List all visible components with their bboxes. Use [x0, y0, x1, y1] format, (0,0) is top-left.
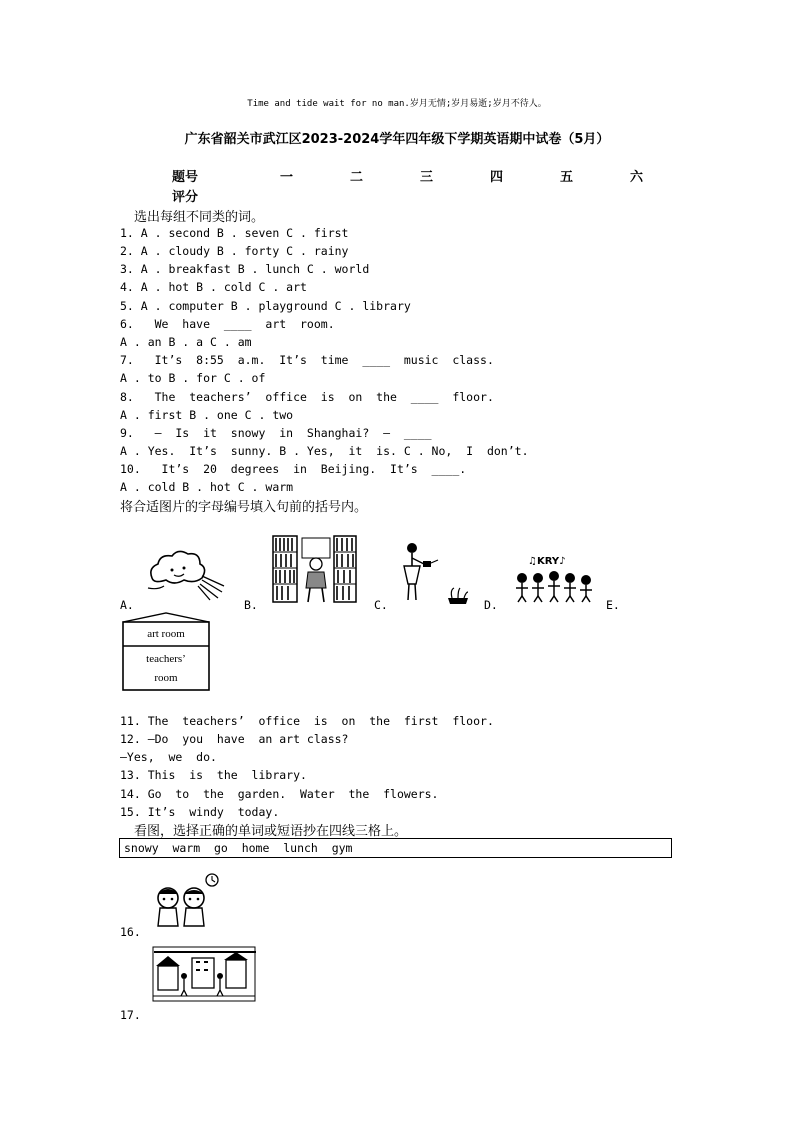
section2-instruction: 将合适图片的字母编号填入句前的括号内。	[120, 500, 368, 515]
question-line: 6. We have ____ art room.	[120, 317, 335, 331]
score-cell: 题号	[172, 170, 199, 185]
score-cell: 二	[350, 170, 364, 185]
option-letter: C.	[374, 598, 388, 612]
option-letter: B.	[244, 598, 258, 612]
score-cell: 四	[490, 170, 504, 185]
sentence-line: 12. —Do you have an art class?	[120, 732, 349, 746]
sign-teachers: teachers’	[146, 653, 186, 665]
windy-cloud-picture	[144, 548, 228, 604]
option-letter: E.	[606, 598, 620, 612]
question-line: 3. A . breakfast B . lunch C . world	[120, 262, 370, 276]
question-line: 7. It’s 8:55 a.m. It’s time ____ music class.	[120, 353, 494, 367]
sign-room: room	[154, 672, 178, 684]
music-class-picture	[512, 552, 596, 604]
score-table-row	[172, 186, 652, 205]
sign-art-room: art room	[147, 628, 185, 640]
question-line: 10. It’s 20 degrees in Beijing. It’s ____.	[120, 462, 467, 476]
score-cell: 五	[560, 170, 574, 185]
item-number: 17.	[120, 1008, 141, 1022]
question-line: A . first B . one C . two	[120, 408, 294, 422]
option-letter: A.	[120, 598, 134, 612]
question-line: 5. A . computer B . playground C . library	[120, 299, 411, 313]
option-letter: D.	[484, 598, 498, 612]
question-line: 2. A . cloudy B . forty C . rainy	[120, 244, 349, 258]
score-cell: 一	[280, 170, 294, 185]
library-picture	[272, 534, 358, 604]
sentence-line: 15. It’s windy today.	[120, 805, 280, 819]
motto: Time and tide wait for no man.岁月无情;岁月易逝;岁月不待人。	[247, 99, 547, 109]
sentence-line: 13. This is the library.	[120, 768, 307, 782]
score-table-header	[172, 166, 652, 185]
question-line: A . an B . a C . am	[120, 335, 252, 349]
room-sign-picture	[121, 612, 209, 690]
sentence-line: 14. Go to the garden. Water the flowers.	[120, 787, 439, 801]
sentence-line: —Yes, we do.	[120, 750, 217, 764]
section3-instruction: 看图，选择正确的单词或短语抄在四线三格上。	[134, 824, 408, 839]
item-number: 16.	[120, 925, 141, 939]
question-line: 8. The teachers’ office is on the ____ floor.	[120, 390, 494, 404]
page-title: 广东省韶关市武江区2023-2024学年四年级下学期英语期中试卷（5月）	[184, 132, 610, 147]
question-line: A . cold B . hot C . warm	[120, 480, 294, 494]
watering-flowers-picture	[398, 540, 472, 604]
section1-instruction: 选出每组不同类的词。	[134, 210, 265, 225]
question-line: 1. A . second B . seven C . first	[120, 226, 349, 240]
word-bank: snowy warm go home lunch gym	[119, 838, 672, 858]
score-cell: 六	[630, 170, 644, 185]
kids-lunch-picture	[152, 872, 224, 930]
score-label: 评分	[172, 190, 199, 205]
score-cell: 三	[420, 170, 434, 185]
question-line: A . Yes. It’s sunny. B . Yes, it is. C . No, I don’t.	[120, 444, 529, 458]
music-sign-text: ♫KRY♪	[528, 556, 566, 567]
question-line: 9. — Is it snowy in Shanghai? — ____	[120, 426, 432, 440]
going-home-picture	[152, 946, 256, 1002]
sentence-line: 11. The teachers’ office is on the first floor.	[120, 714, 494, 728]
question-line: 4. A . hot B . cold C . art	[120, 280, 307, 294]
question-line: A . to B . for C . of	[120, 371, 266, 385]
